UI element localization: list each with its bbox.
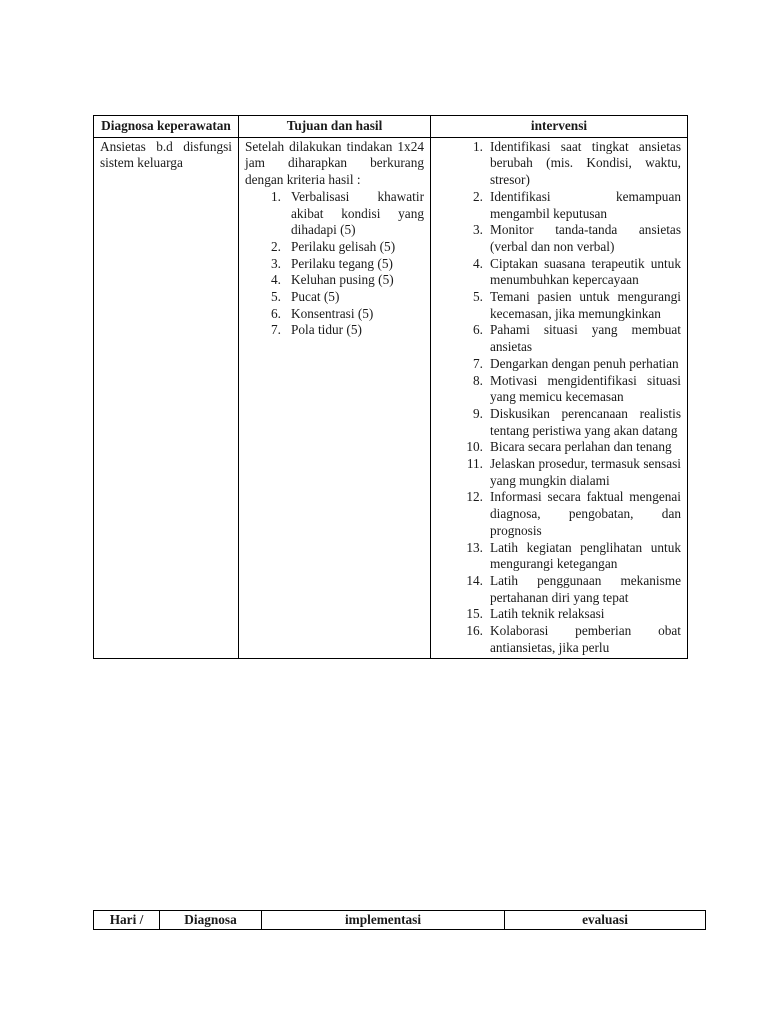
intervensi-item-number: 11. (466, 456, 483, 472)
intervensi-cell (431, 137, 688, 658)
intervensi-item-text: Identifikasi kemampuan mengambil keputusan (490, 188, 681, 221)
table-row (94, 137, 688, 658)
kriteria-item-number: 6. (271, 305, 281, 321)
diagnosa-cell: Ansietas b.d disfungsi sistem keluarga (94, 137, 239, 658)
kriteria-item (261, 239, 424, 256)
header-diagnosa: Diagnosa keperawatan (94, 116, 239, 138)
kriteria-item-number: 5. (271, 289, 281, 305)
intervensi-list (447, 139, 681, 657)
intervensi-item (447, 606, 681, 623)
intervensi-item-text: Identifikasi saat tingkat ansietas berubah (mis. Kondisi, waktu, stresor) (490, 138, 681, 188)
intervensi-item-number: 13. (466, 539, 483, 555)
intervensi-item (447, 189, 681, 222)
intervensi-item-number: 6. (473, 322, 483, 338)
intervensi-item-number: 12. (466, 489, 483, 505)
intervensi-item-number: 3. (473, 222, 483, 238)
kriteria-item-text: Perilaku gelisah (5) (291, 238, 396, 254)
intervensi-item (447, 222, 681, 255)
intervensi-item (447, 439, 681, 456)
kriteria-list (261, 189, 424, 339)
intervensi-item (447, 540, 681, 573)
intervensi-item-number: 14. (466, 572, 483, 588)
intervensi-item (447, 489, 681, 539)
intervensi-item (447, 456, 681, 489)
intervensi-item-text: Temani pasien untuk mengurangi kecemasan, jika memungkinkan (490, 289, 681, 321)
kriteria-item (261, 189, 424, 239)
intervensi-item (447, 573, 681, 606)
intervensi-item (447, 356, 681, 373)
intervensi-item (447, 623, 681, 656)
intervensi-item-number: 15. (466, 606, 483, 622)
kriteria-item-text: Pola tidur (5) (291, 322, 362, 338)
tujuan-cell (239, 137, 431, 658)
kriteria-item-number: 4. (271, 272, 281, 288)
intervensi-item-text: Latih penggunaan mekanisme pertahanan diri yang tepat (490, 572, 681, 605)
kriteria-item-text: Pucat (5) (291, 289, 340, 305)
kriteria-item-text: Keluhan pusing (5) (291, 272, 394, 288)
intervensi-item-text: Diskusikan perencanaan realistis tentang peristiwa yang akan datang (490, 405, 681, 438)
intervensi-item (447, 139, 681, 189)
intervensi-item-number: 8. (473, 372, 483, 388)
intervensi-item-number: 2. (473, 188, 483, 204)
header-hari: Hari / (94, 911, 160, 930)
intervensi-item-number: 7. (473, 355, 483, 371)
intervensi-item-text: Kolaborasi pemberian obat antiansietas, jika perlu (490, 623, 681, 655)
intervensi-item-number: 4. (473, 255, 483, 271)
header-intervensi: intervensi (431, 116, 688, 138)
kriteria-item (261, 289, 424, 306)
header-diagnosa-2: Diagnosa (160, 911, 262, 930)
intervensi-item-text: Ciptakan suasana terapeutik untuk menumbuhkan kepercayaan (490, 255, 681, 288)
intervensi-item-text: Jelaskan prosedur, termasuk sensasi yang mungkin dialami (490, 456, 681, 488)
header-evaluasi: evaluasi (505, 911, 706, 930)
intervensi-item (447, 373, 681, 406)
intervensi-item (447, 256, 681, 289)
kriteria-item-text: Verbalisasi khawatir akibat kondisi yang dihadapi (5) (291, 188, 424, 238)
intervensi-item-text: Latih teknik relaksasi (490, 606, 605, 622)
intervensi-item (447, 406, 681, 439)
intervention-plan-table (93, 115, 688, 659)
header-tujuan: Tujuan dan hasil (239, 116, 431, 138)
implementation-table (93, 910, 706, 930)
table-header-row (94, 116, 688, 138)
kriteria-item-number: 7. (271, 322, 281, 338)
intervensi-item-number: 16. (466, 623, 483, 639)
intervensi-item-number: 10. (466, 439, 483, 455)
kriteria-item-number: 2. (271, 238, 281, 254)
intervensi-item (447, 322, 681, 355)
intervensi-item-text: Monitor tanda-tanda ansietas (verbal dan non verbal) (490, 222, 681, 254)
kriteria-item (261, 272, 424, 289)
intervensi-item-number: 9. (473, 405, 483, 421)
intervensi-item-text: Informasi secara faktual mengenai diagnosa, pengobatan, dan prognosis (490, 489, 681, 538)
intervensi-item-number: 5. (473, 289, 483, 305)
intervensi-item-number: 1. (473, 138, 483, 154)
kriteria-item (261, 322, 424, 339)
intervensi-item-text: Bicara secara perlahan dan tenang (490, 439, 672, 455)
table-header-row (94, 911, 706, 930)
kriteria-item (261, 256, 424, 273)
intervensi-item (447, 289, 681, 322)
kriteria-item-number: 1. (271, 188, 281, 204)
kriteria-item-text: Konsentrasi (5) (291, 305, 374, 321)
header-implementasi: implementasi (262, 911, 505, 930)
tujuan-intro: Setelah dilakukan tindakan 1x24 jam diharapkan berkurang dengan kriteria hasil : (245, 138, 424, 188)
kriteria-item-text: Perilaku tegang (5) (291, 255, 393, 271)
intervensi-item-text: Motivasi mengidentifikasi situasi yang memicu kecemasan (490, 372, 681, 405)
intervensi-item-text: Latih kegiatan penglihatan untuk mengurangi ketegangan (490, 539, 681, 572)
intervensi-item-text: Dengarkan dengan penuh perhatian (490, 355, 679, 371)
kriteria-item (261, 306, 424, 323)
kriteria-item-number: 3. (271, 255, 281, 271)
intervensi-item-text: Pahami situasi yang membuat ansietas (490, 322, 681, 355)
